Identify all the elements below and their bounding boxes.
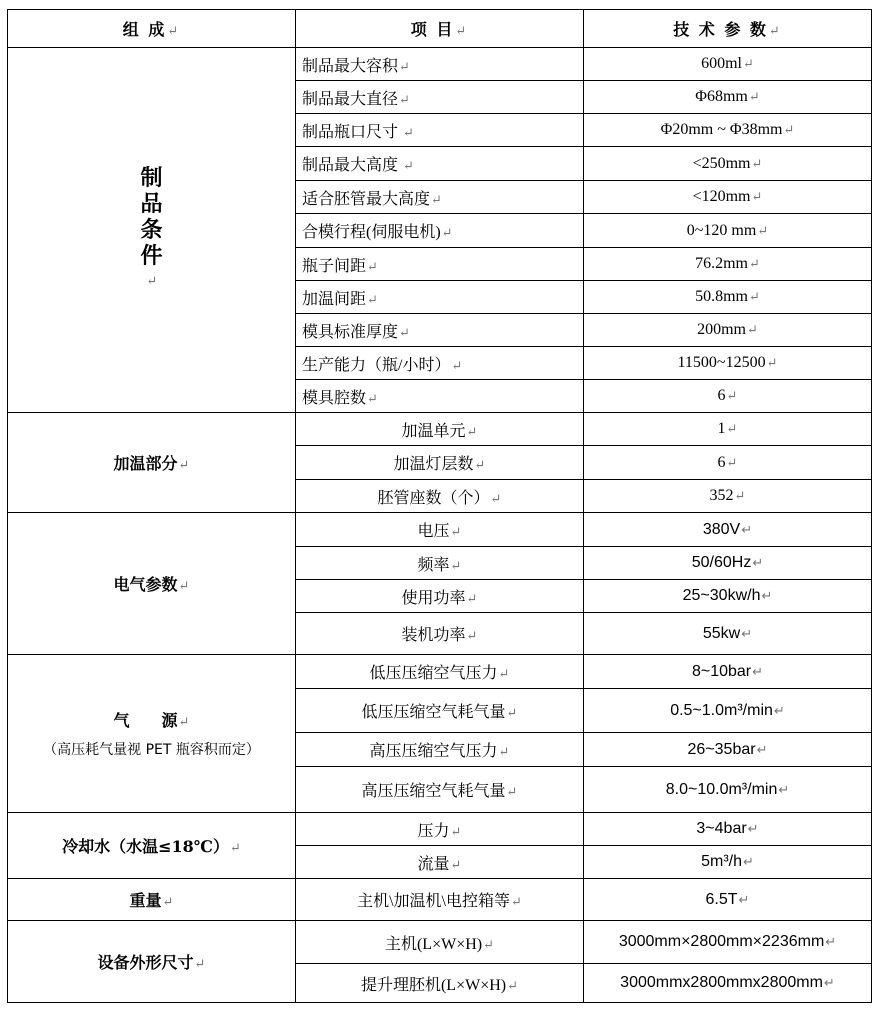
return-mark: ↵ — [752, 555, 764, 570]
return-mark: ↵ — [403, 124, 414, 140]
return-mark: ↵ — [757, 222, 769, 238]
product-item-cell-text: 加温间距 — [302, 290, 367, 308]
electrical-group-label: 电气参数 — [113, 575, 178, 594]
return-mark: ↵ — [738, 891, 750, 907]
product-item-cell — [296, 214, 584, 248]
heating-value-cell-text: 1 — [717, 420, 726, 437]
return-mark: ↵ — [748, 256, 760, 271]
air-group-cell — [8, 655, 296, 813]
product-group-cell — [8, 48, 296, 413]
product-value-cell-text: 6 — [717, 387, 726, 404]
heating-item-cell — [296, 480, 584, 513]
product-value-cell-text: 200mm — [697, 321, 746, 338]
product-value-cell — [584, 48, 872, 81]
return-mark: ↵ — [751, 155, 763, 171]
product-value-cell-text: 50.8mm — [695, 288, 748, 305]
return-mark: ↵ — [741, 521, 753, 537]
air-row — [8, 655, 872, 689]
product-item-cell-text: 制品最大高度 — [302, 157, 403, 174]
return-mark: ↵ — [825, 934, 837, 949]
heating-value-cell — [584, 413, 872, 446]
return-mark: ↵ — [747, 821, 759, 836]
return-mark: ↵ — [746, 322, 758, 337]
dimensions-item-cell-text: 主机(L×W×H) — [384, 935, 483, 953]
return-mark: ↵ — [726, 454, 738, 470]
electrical-value-cell — [584, 613, 872, 655]
heating-item-cell — [296, 446, 584, 480]
weight-group-label: 重量 — [129, 891, 162, 910]
return-mark: ↵ — [194, 957, 206, 972]
product-value-cell-text: Φ20mm ~ Φ38mm — [660, 121, 783, 138]
electrical-item-cell-text: 装机功率 — [401, 627, 466, 644]
product-item-cell-text: 制品最大容积 — [302, 57, 399, 75]
dimensions-item-cell — [296, 964, 584, 1003]
return-mark: ↵ — [229, 841, 241, 856]
air-item-cell-text: 低压压缩空气压力 — [369, 665, 498, 682]
product-value-cell — [584, 214, 872, 248]
product-group-char: 件 — [140, 243, 163, 269]
return-mark: ↵ — [466, 590, 478, 606]
return-mark: ↵ — [506, 705, 518, 720]
product-value-cell — [584, 147, 872, 181]
electrical-value-cell-text: 50/60Hz — [691, 554, 752, 571]
return-mark: ↵ — [146, 274, 158, 289]
electrical-item-cell — [296, 580, 584, 613]
return-mark: ↵ — [726, 421, 738, 436]
heating-row — [8, 413, 872, 446]
weight-group-cell — [8, 879, 296, 921]
heating-item-cell-text: 胚管座数（个） — [377, 489, 490, 507]
heating-item-cell — [296, 413, 584, 446]
electrical-group-cell — [8, 513, 296, 655]
product-item-cell — [296, 248, 584, 281]
weight-row — [8, 879, 872, 921]
return-mark: ↵ — [466, 423, 478, 439]
product-item-cell — [296, 48, 584, 81]
product-item-cell — [296, 347, 584, 380]
electrical-item-cell — [296, 513, 584, 547]
return-mark: ↵ — [748, 289, 760, 304]
return-mark: ↵ — [450, 557, 462, 573]
header-row — [8, 10, 872, 48]
return-mark: ↵ — [178, 458, 190, 473]
product-item-cell — [296, 314, 584, 347]
air-group-title: 气 源 — [113, 711, 178, 730]
product-row — [8, 48, 872, 81]
return-mark: ↵ — [726, 388, 738, 403]
product-value-cell — [584, 314, 872, 347]
heating-item-cell-text: 加温单元 — [401, 422, 466, 440]
return-mark: ↵ — [761, 588, 773, 603]
electrical-value-cell-text: 25~30kw/h — [682, 587, 761, 604]
return-mark: ↵ — [178, 579, 190, 594]
product-value-cell-text: 0~120 mm — [686, 221, 757, 239]
product-group-char: 条 — [140, 217, 163, 243]
product-item-cell-text: 适合胚管最大高度 — [302, 190, 431, 208]
cooling-value-cell-text: 3~4bar — [696, 820, 747, 837]
dimensions-item-cell-text: 提升理胚机(L×W×H) — [360, 976, 507, 994]
return-mark: ↵ — [431, 191, 442, 207]
return-mark: ↵ — [450, 524, 462, 539]
return-mark: ↵ — [743, 854, 754, 869]
cooling-item-cell — [296, 846, 584, 879]
product-value-cell-text: 600ml — [701, 55, 742, 72]
weight-value-cell — [584, 879, 872, 921]
dimensions-group-cell — [8, 921, 296, 1003]
dimensions-value-cell-text: 3000mm×2800mm×2236mm — [618, 933, 825, 950]
product-value-cell — [584, 380, 872, 413]
return-mark: ↵ — [403, 158, 414, 173]
heating-value-cell-text: 352 — [709, 487, 734, 504]
electrical-item-cell-text: 电压 — [417, 523, 450, 540]
header-item: 项 目↵ — [296, 10, 584, 48]
spec-table — [7, 9, 872, 1003]
dimensions-item-cell — [296, 921, 584, 964]
electrical-value-cell-text: 55kw — [702, 624, 741, 642]
air-item-cell — [296, 655, 584, 689]
product-group-label — [14, 165, 289, 295]
air-item-cell-text: 低压压缩空气耗气量 — [361, 704, 506, 721]
electrical-item-cell — [296, 547, 584, 580]
air-item-cell — [296, 767, 584, 813]
return-mark: ↵ — [367, 291, 378, 307]
air-value-cell-text: 8~10bar — [691, 662, 752, 680]
air-value-cell — [584, 655, 872, 689]
return-mark: ↵ — [162, 895, 174, 910]
product-value-cell — [584, 281, 872, 314]
air-item-cell-text: 高压压缩空气耗气量 — [361, 783, 506, 800]
cooling-value-cell — [584, 813, 872, 846]
return-mark: ↵ — [450, 856, 462, 872]
return-mark: ↵ — [498, 666, 510, 681]
product-group-char: 制 — [140, 165, 163, 191]
return-mark: ↵ — [441, 225, 453, 240]
return-mark: ↵ — [450, 823, 462, 839]
dimensions-value-cell — [584, 964, 872, 1003]
air-value-cell-text: 26~35bar — [687, 740, 756, 758]
air-value-cell-text: 8.0~10.0m³/min — [665, 780, 778, 798]
product-value-cell — [584, 114, 872, 147]
return-mark: ↵ — [466, 628, 478, 643]
air-value-cell-text: 0.5~1.0m³/min — [670, 701, 773, 719]
weight-item-cell-text: 主机\加温机\电控箱等 — [357, 893, 510, 910]
electrical-value-cell — [584, 547, 872, 580]
header-param: 技 术 参 数↵ — [584, 10, 872, 48]
dimensions-value-cell-text: 3000mmx2800mmx2800mm — [620, 974, 823, 991]
return-mark: ↵ — [748, 89, 760, 104]
air-item-cell — [296, 733, 584, 767]
electrical-value-cell — [584, 580, 872, 613]
return-mark: ↵ — [734, 488, 746, 503]
product-item-cell-text: 合模行程(伺服电机) — [302, 224, 441, 241]
air-item-cell — [296, 689, 584, 733]
return-mark: ↵ — [783, 122, 795, 137]
dimensions-group-label: 设备外形尺寸 — [97, 953, 194, 972]
product-value-cell-text: <120mm — [692, 188, 751, 205]
return-mark: ↵ — [742, 56, 754, 71]
heating-group-label: 加温部分 — [113, 454, 178, 473]
return-mark: ↵ — [178, 715, 190, 730]
product-item-cell-text: 制品最大直径 — [302, 90, 399, 108]
electrical-value-cell — [584, 513, 872, 547]
product-value-cell — [584, 248, 872, 281]
return-mark: ↵ — [756, 741, 768, 757]
product-item-cell — [296, 281, 584, 314]
air-value-cell — [584, 689, 872, 733]
electrical-value-cell-text: 380V — [702, 520, 741, 538]
product-item-cell — [296, 181, 584, 214]
product-item-cell — [296, 380, 584, 413]
air-value-cell — [584, 733, 872, 767]
weight-value-cell-text: 6.5T — [705, 890, 738, 908]
return-mark: ↵ — [741, 625, 753, 641]
return-mark: ↵ — [507, 977, 519, 993]
return-mark: ↵ — [751, 189, 763, 204]
dimensions-value-cell — [584, 921, 872, 964]
product-item-cell — [296, 147, 584, 181]
return-mark: ↵ — [399, 58, 410, 74]
cooling-value-cell — [584, 846, 872, 879]
product-value-cell — [584, 81, 872, 114]
electrical-item-cell — [296, 613, 584, 655]
air-item-cell-text: 高压压缩空气压力 — [369, 743, 498, 760]
product-value-cell-text: 11500~12500 — [677, 354, 766, 371]
return-mark: ↵ — [399, 324, 410, 340]
return-mark: ↵ — [823, 975, 835, 990]
return-mark: ↵ — [490, 490, 502, 506]
heating-value-cell — [584, 480, 872, 513]
cooling-value-cell-text: 5m³/h — [701, 853, 742, 870]
return-mark: ↵ — [474, 457, 486, 472]
heating-value-cell — [584, 446, 872, 480]
cooling-item-cell — [296, 813, 584, 846]
heating-item-cell-text: 加温灯层数 — [393, 456, 474, 473]
cooling-item-cell-text: 压力 — [417, 822, 450, 840]
return-mark: ↵ — [778, 781, 790, 797]
product-item-cell-text: 制品瓶口尺寸 — [302, 123, 403, 141]
return-mark: ↵ — [511, 894, 522, 909]
heating-group-cell — [8, 413, 296, 513]
product-item-cell — [296, 81, 584, 114]
product-value-cell — [584, 181, 872, 214]
air-group-subtitle: （高压耗气量视 PET 瓶容积而定） — [43, 742, 260, 758]
dimensions-row — [8, 921, 872, 964]
air-value-cell — [584, 767, 872, 813]
product-value-cell — [584, 347, 872, 380]
product-value-cell-text: Φ68mm — [695, 88, 748, 105]
return-mark: ↵ — [367, 258, 378, 274]
product-item-cell-text: 模具标准厚度 — [302, 323, 399, 341]
product-item-cell-text: 模具腔数 — [302, 389, 367, 407]
return-mark: ↵ — [506, 784, 518, 799]
electrical-row — [8, 513, 872, 547]
product-item-cell-text: 生产能力（瓶/小时） — [302, 356, 451, 374]
product-value-cell-text: 76.2mm — [695, 255, 748, 272]
return-mark: ↵ — [483, 936, 495, 952]
cooling-group-cell — [8, 813, 296, 879]
weight-item-cell — [296, 879, 584, 921]
product-group-char: 品 — [140, 191, 163, 217]
return-mark: ↵ — [399, 91, 410, 107]
cooling-row — [8, 813, 872, 846]
electrical-item-cell-text: 使用功率 — [401, 589, 466, 607]
return-mark: ↵ — [498, 744, 510, 759]
product-item-cell-text: 瓶子间距 — [302, 257, 367, 275]
product-item-cell — [296, 114, 584, 147]
heating-value-cell-text: 6 — [717, 453, 726, 471]
electrical-item-cell-text: 频率 — [417, 556, 450, 574]
header-group: 组 成↵ — [8, 10, 296, 48]
product-value-cell-text: <250mm — [692, 154, 751, 172]
return-mark: ↵ — [752, 663, 764, 679]
spec-table-body — [8, 10, 872, 1003]
return-mark: ↵ — [451, 357, 463, 373]
cooling-item-cell-text: 流量 — [417, 855, 450, 873]
return-mark: ↵ — [773, 702, 785, 718]
return-mark: ↵ — [766, 355, 778, 370]
return-mark: ↵ — [367, 390, 378, 406]
cooling-group-label: 冷却水（水温≤18℃） — [62, 837, 229, 856]
